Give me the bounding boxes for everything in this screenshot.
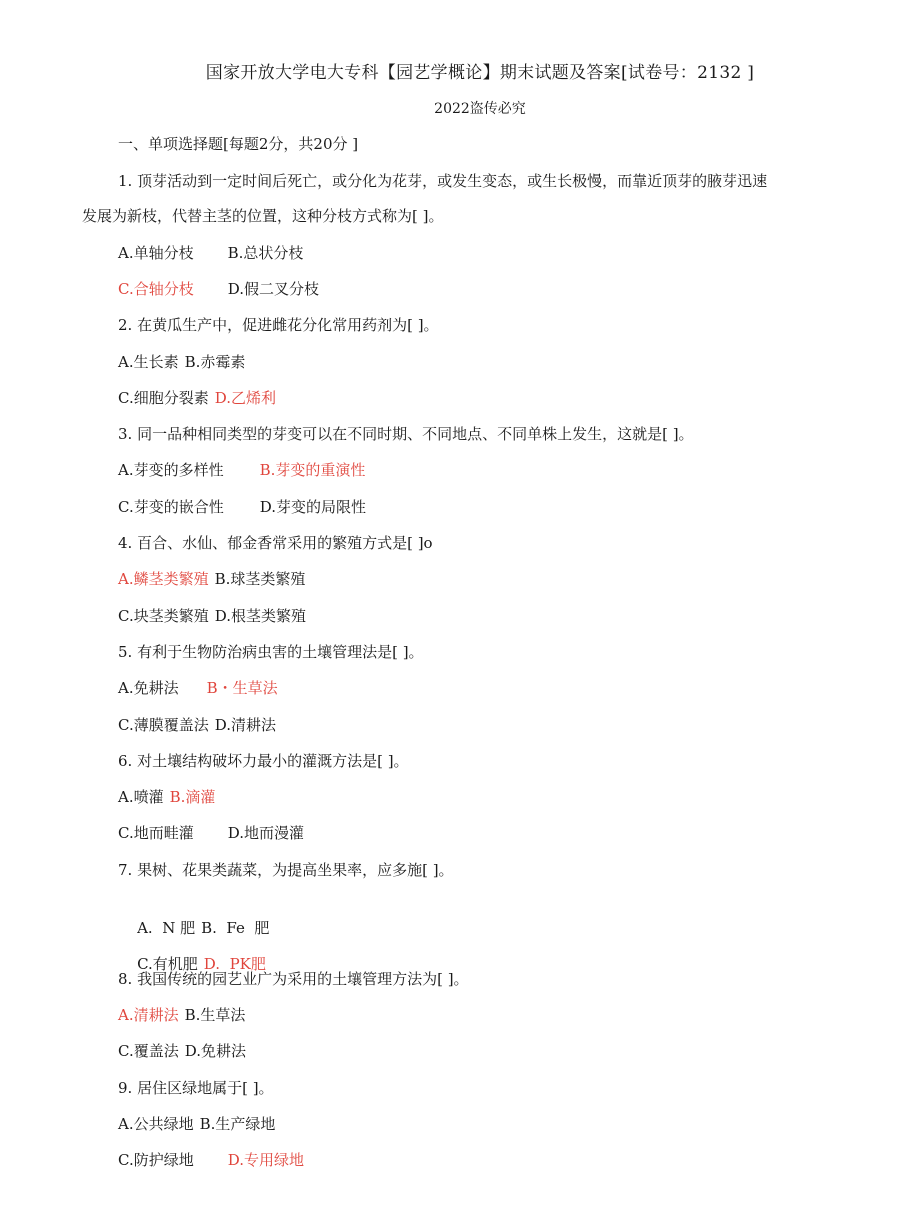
option-row	[118, 351, 245, 373]
question-stem: 6. 对土壤结构破坏力最小的灌溉方法是[ ]。	[118, 752, 409, 770]
option-d: D.清耕法	[214, 716, 276, 734]
option-c: C.覆盖法	[118, 1042, 179, 1060]
option-c: C.细胞分裂素	[118, 389, 209, 407]
option-a: A.芽变的多样性	[118, 461, 224, 479]
option-row	[118, 677, 278, 699]
option-d: D.根茎类繁殖	[214, 607, 306, 625]
option-d: D.地而漫灌	[227, 824, 304, 842]
option-b-answer: B.滴灌	[169, 788, 216, 806]
option-row	[118, 387, 276, 409]
option-c: C.芽变的嵌合性	[118, 498, 224, 516]
option-c: C.块茎类繁殖	[118, 607, 209, 625]
document-subtitle: 2022盗传必究	[434, 101, 526, 117]
option-row	[118, 786, 215, 808]
question-stem: 1. 顶芽活动到一定时间后死亡，或分化为花芽，或发生变态，或生长极慢，而靠近顶芽的腋芽迅速	[118, 172, 768, 190]
option-a: A.生长素	[118, 353, 179, 371]
option-d-answer: D. PK肥	[203, 955, 266, 973]
option-d: D.芽变的局限性	[259, 498, 366, 516]
option-row	[118, 568, 305, 590]
option-a: A.公共绿地	[118, 1115, 194, 1133]
option-row	[118, 1004, 245, 1026]
option-row	[118, 242, 303, 264]
option-d-answer: D.乙烯利	[214, 389, 276, 407]
option-row	[118, 278, 319, 300]
option-b: B.生产绿地	[199, 1115, 276, 1133]
option-a: A.单轴分枝	[118, 244, 194, 262]
option-row	[118, 1040, 246, 1062]
option-b-answer: B.芽变的重演性	[259, 461, 366, 479]
option-b-answer: B・生草法	[206, 679, 278, 697]
option-c: C.有机肥	[137, 955, 198, 973]
option-b: B.赤霉素	[184, 353, 246, 371]
option-c: C.薄膜覆盖法	[118, 716, 209, 734]
option-d-answer: D.专用绿地	[227, 1151, 304, 1169]
question-stem: 9. 居住区绿地属于[ ]。	[118, 1079, 274, 1097]
section-heading: 一、单项选择题[每题2分，共20分 ]	[118, 135, 359, 153]
option-b: B. Fe 肥	[201, 919, 270, 937]
option-a-answer: A.清耕法	[118, 1006, 179, 1024]
option-d: D.假二叉分枝	[227, 280, 319, 298]
option-row	[118, 605, 306, 627]
option-row	[118, 714, 276, 736]
option-d: D.免耕法	[184, 1042, 246, 1060]
option-a: A. N 肥	[137, 919, 196, 937]
option-a-answer: A.鳞茎类繁殖	[118, 570, 209, 588]
option-row	[118, 1113, 275, 1135]
option-b: B.生草法	[184, 1006, 246, 1024]
option-row	[118, 822, 304, 844]
question-stem: 2. 在黄瓜生产中，促进雌花分化常用药剂为[ ]。	[118, 316, 439, 334]
question-stem: 3. 同一品种相同类型的芽变可以在不同时期、不同地点、不同单株上发生，这就是[ ]。	[118, 425, 694, 443]
question-stem: 8. 我国传统的园艺业广为采用的土壤管理方法为[ ]。	[118, 970, 469, 988]
option-b: B.球茎类繁殖	[214, 570, 306, 588]
option-c: C.地而畦灌	[118, 824, 194, 842]
option-a: A.喷灌	[118, 788, 164, 806]
document-title: 国家开放大学电大专科【园艺学概论】期末试题及答案[试卷号：2132 ]	[205, 63, 755, 83]
option-b: B.总状分枝	[227, 244, 304, 262]
option-row	[118, 459, 365, 481]
question-stem: 4. 百合、水仙、郁金香常采用的繁殖方式是[ ]o	[118, 534, 433, 552]
option-c-answer: C.合轴分枝	[118, 280, 194, 298]
option-c: C.防护绿地	[118, 1151, 194, 1169]
question-stem: 7. 果树、花果类蔬菜，为提高坐果率，应多施[ ]。	[118, 861, 454, 879]
question-stem: 5. 有利于生物防治病虫害的土壤管理法是[ ]。	[118, 643, 424, 661]
option-a: A.免耕法	[118, 679, 179, 697]
question-stem-continued: 发展为新枝，代替主茎的位置，这种分枝方式称为[ ]。	[82, 207, 444, 225]
option-row	[118, 496, 366, 518]
option-row	[118, 1149, 304, 1171]
